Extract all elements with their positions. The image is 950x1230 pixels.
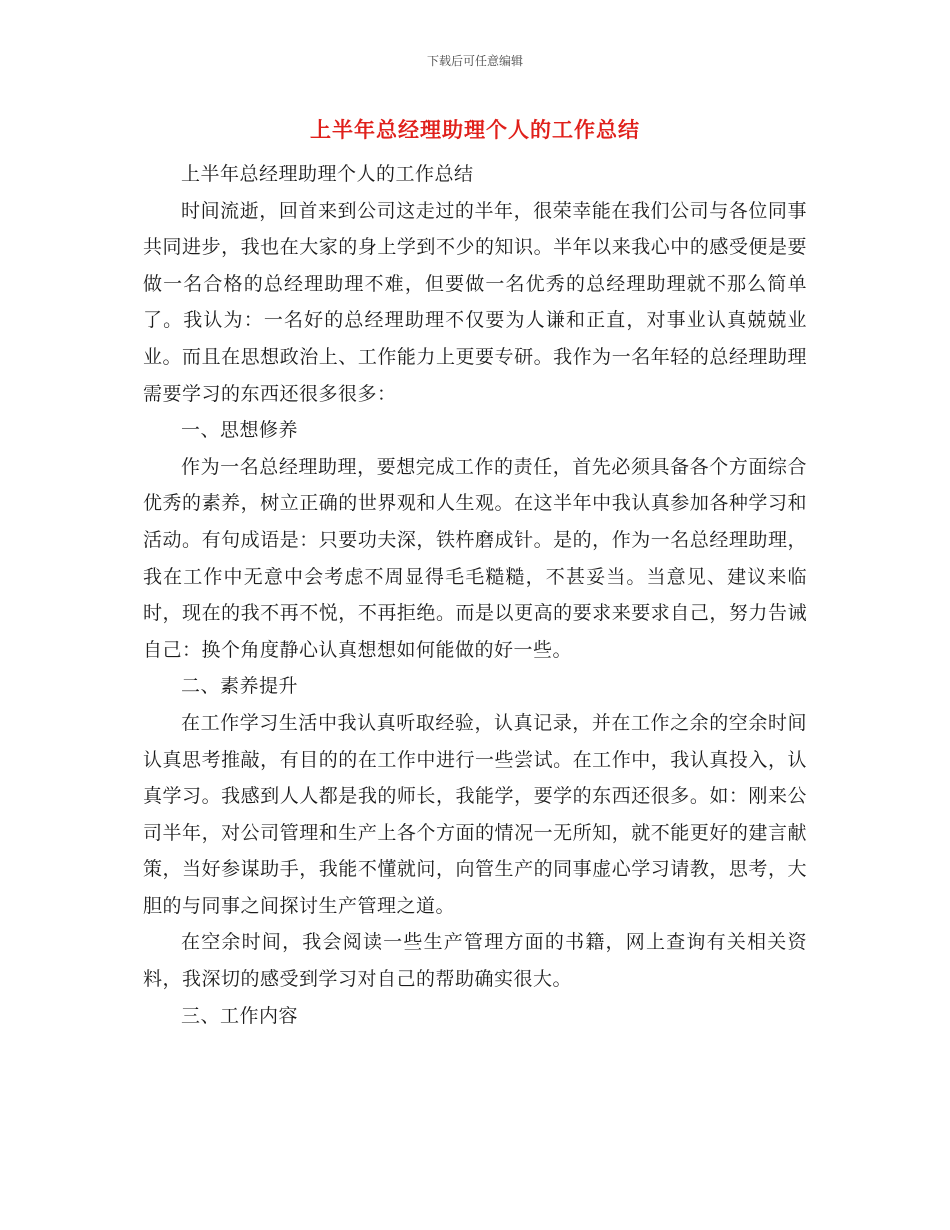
paragraph-section-2: 在工作学习生活中我认真听取经验，认真记录，并在工作之余的空余时间认真思考推敲，有目的的在工作中进行一些尝试。在工作中，我认真投入，认真学习。我感到人人都是我的师长，我能学，要学的东西还很多。如：刚来公司半年，对公司管理和生产上各个方面的情况一无所知，就不能更好的建言献策，当好参谋助手，我能不懂就问，向管生产的同事虚心学习请教，思考，大胆的与同事之间探讨生产管理之道。 [143, 711, 807, 917]
paragraph-intro: 时间流逝，回首来到公司这走过的半年，很荣幸能在我们公司与各位同事共同进步，我也在大家的身上学到不少的知识。半年以来我心中的感受便是要做一名合格的总经理助理不难，但要做一名优秀的总经理助理就不那么简单了。我认为：一名好的总经理助理不仅要为人谦和正直，对事业认真兢兢业业。而且在思想政治上、工作能力上更要专研。我作为一名年轻的总经理助理需要学习的东西还很多很多： [143, 199, 807, 405]
document-body [143, 156, 807, 1034]
section-heading-1: 一、思想修养 [181, 419, 299, 442]
document-title: 上半年总经理助理个人的工作总结 [310, 118, 640, 142]
section-heading-3: 三、工作内容 [181, 1004, 299, 1027]
paragraph-section-1: 作为一名总经理助理，要想完成工作的责任，首先必须具备各个方面综合优秀的素养，树立正确的世界观和人生观。在这半年中我认真参加各种学习和活动。有句成语是：只要功夫深，铁杵磨成针。是的，作为一名总经理助理，我在工作中无意中会考虑不周显得毛毛糙糙，不甚妥当。当意见、建议来临时，现在的我不再不悦，不再拒绝。而是以更高的要求来要求自己，努力告诫自己：换个角度静心认真想想如何能做的好一些。 [143, 455, 807, 661]
paragraph-subtitle: 上半年总经理助理个人的工作总结 [181, 163, 474, 185]
paragraph-section-2b: 在空余时间，我会阅读一些生产管理方面的书籍，网上查询有关相关资料，我深切的感受到学习对自己的帮助确实很大。 [143, 931, 807, 991]
header-note: 下载后可任意编辑 [426, 54, 523, 68]
section-heading-2: 二、素养提升 [181, 675, 299, 698]
